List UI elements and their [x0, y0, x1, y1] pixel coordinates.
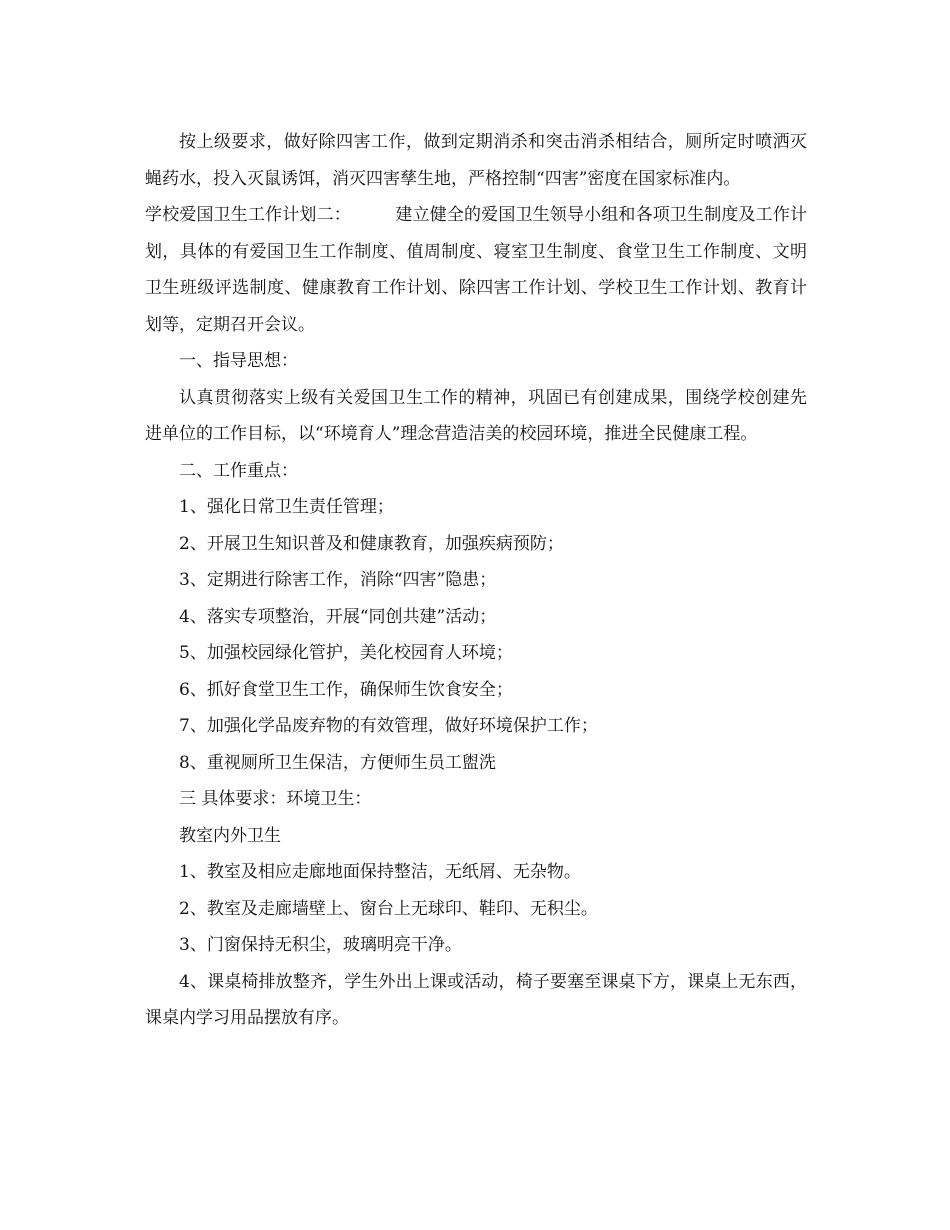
paragraph-pest-control: 按上级要求，做好除四害工作，做到定期消杀和突击消杀相结合，厕所定时喷洒灭蝇药水，投入灭鼠诱饵，消灭四害孳生地，严格控制“四害”密度在国家标准内。	[145, 132, 807, 189]
heading-work-focus: 二、工作重点：	[179, 460, 298, 481]
list-item-focus-5: 5、加强校园绿化管护，美化校园育人环境；	[179, 643, 513, 663]
list-item-classroom-2: 2、教室及走廊墙壁上、窗台上无球印、鞋印、无积尘。	[179, 898, 598, 919]
list-item-focus-4: 4、落实专项整治，开展“同创共建”活动；	[179, 606, 497, 627]
paragraph-guiding-thought: 认真贯彻落实上级有关爱国卫生工作的精神，巩固已有创建成果，围绕学校创建先进单位的工作目标，以“环境育人”理念营造洁美的校园环境，推进全民健康工程。	[145, 387, 807, 444]
list-item-focus-2: 2、开展卫生知识普及和健康教育，加强疾病预防；	[179, 533, 564, 554]
subheading-classroom-hygiene: 教室内外卫生	[179, 825, 281, 846]
list-item-classroom-1: 1、教室及相应走廊地面保持整洁，无纸屑、无杂物。	[179, 862, 581, 882]
heading-specific-requirements: 三 具体要求：环境卫生：	[179, 789, 372, 809]
list-item-focus-3: 3、定期进行除害工作，消除“四害”隐患；	[179, 570, 497, 590]
heading-guiding-thought: 一、指导思想：	[179, 351, 298, 371]
paragraph-plan-two-intro: 学校爱国卫生工作计划二： 建立健全的爱国卫生领导小组和各项卫生制度及工作计划，具体的有爱国卫生工作制度、值周制度、寝室卫生制度、食堂卫生工作制度、文明卫生班级评选制度、健康教育工作计划、除四害工作计划、学校卫生工作计划、教育计划等，定期召开会议。	[145, 205, 807, 335]
list-item-classroom-3: 3、门窗保持无积尘，玻璃明亮干净。	[179, 935, 462, 955]
list-item-focus-7: 7、加强化学品废弃物的有效管理，做好环境保护工作；	[179, 716, 598, 736]
list-item-classroom-4: 4、课桌椅排放整齐，学生外出上课或活动，椅子要塞至课桌下方，课桌上无东西，课桌内学习用品摆放有序。	[145, 971, 807, 1028]
list-item-focus-1: 1、强化日常卫生责任管理；	[179, 497, 394, 517]
list-item-focus-8: 8、重视厕所卫生保洁，方便师生员工盥洗	[179, 752, 496, 773]
list-item-focus-6: 6、抓好食堂卫生工作，确保师生饮食安全；	[179, 679, 513, 700]
document-body	[145, 124, 807, 1037]
